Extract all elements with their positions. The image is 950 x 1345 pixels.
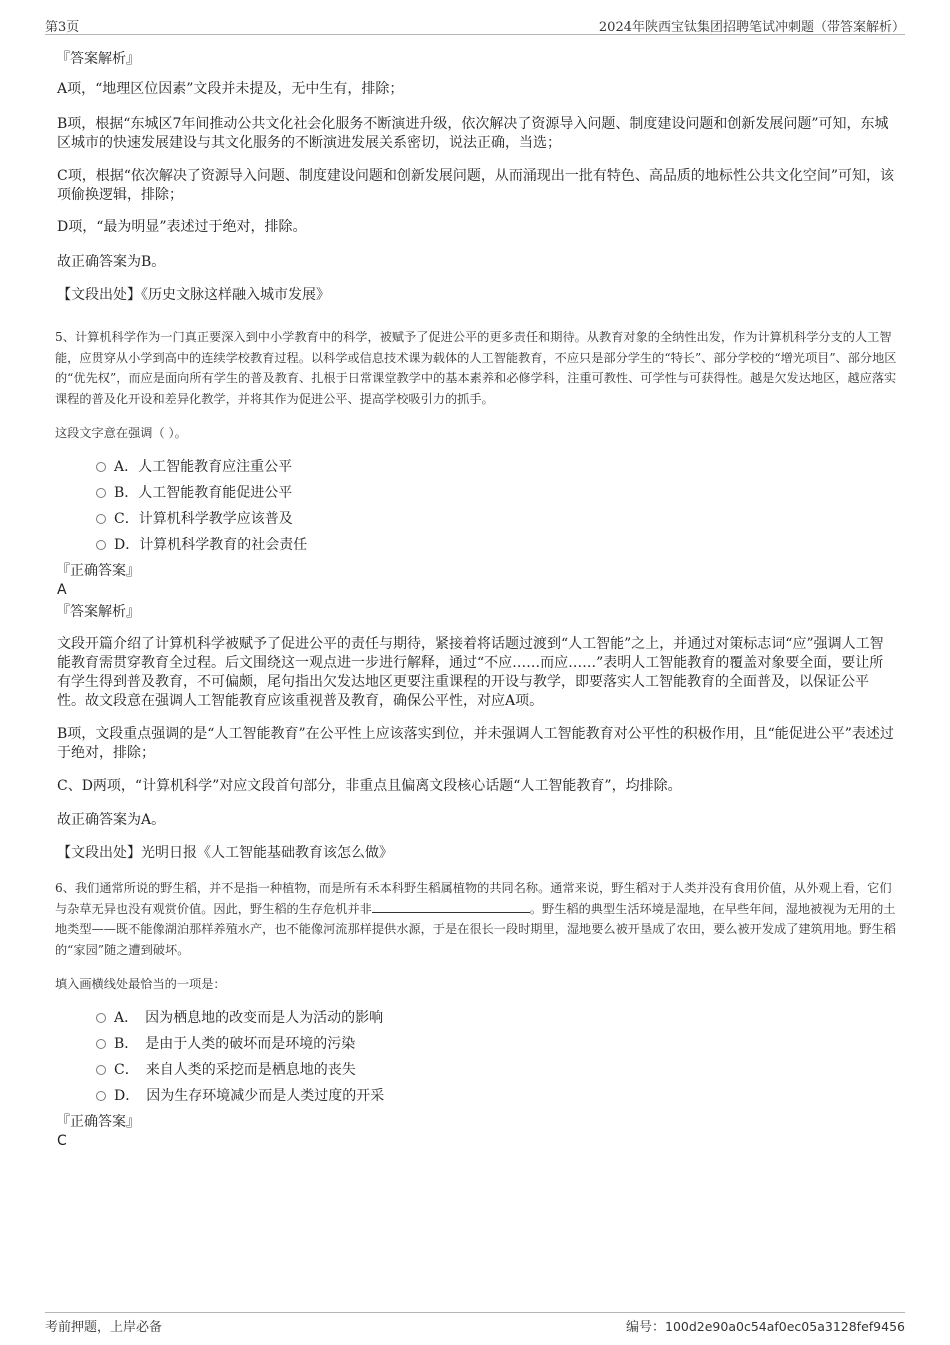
question-prompt: 填入画横线处最恰当的一项是： [55,977,226,991]
correct-answer-label: 『正确答案』 [56,1114,140,1130]
option-b[interactable]: B． 是由于人类的破坏而是环境的污染 [96,1035,355,1053]
analysis-paragraph: C、D两项，“计算机科学”对应文段首句部分，非重点且偏离文段核心话题“人工智能教育”，均排除。 [57,778,682,794]
option-c[interactable]: C． 来自人类的采挖而是栖息地的丧失 [96,1061,356,1079]
correct-answer: C [57,1133,67,1149]
option-b[interactable]: B．人工智能教育能促进公平 [96,484,292,502]
radio-icon[interactable] [96,462,106,472]
analysis-paragraph: C项，根据“依次解决了资源导入问题、制度建设问题和创新发展问题，从而涌现出一批有特色、高品质的地标性公共文化空间”可知，该项偷换逻辑，排除； [57,168,895,203]
option-d[interactable]: D．计算机科学教育的社会责任 [96,536,307,554]
analysis-label: 『答案解析』 [56,51,140,67]
page-header [45,14,905,35]
option-a[interactable]: A． 因为栖息地的改变而是人为活动的影响 [96,1009,383,1027]
footer-slogan: 考前押题，上岸必备 [45,1320,163,1335]
radio-icon[interactable] [96,488,106,498]
analysis-paragraph: B项，根据“东城区7年间推动公共文化社会化服务不断演进升级，依次解决了资源导入问题、制度建设问题和创新发展问题”可知，东城区城市的快速发展建设与其文化服务的不断演进发展关系密切，说法正确，当选； [57,116,889,151]
source-citation: 【文段出处】光明日报《人工智能基础教育该怎么做》 [57,845,393,861]
radio-icon[interactable] [96,1039,106,1049]
correct-answer: A [57,582,67,598]
analysis-label: 『答案解析』 [56,604,140,620]
radio-icon[interactable] [96,514,106,524]
radio-icon[interactable] [96,1065,106,1075]
page-number: 第3页 [45,20,80,35]
option-c[interactable]: C．计算机科学教学应该普及 [96,510,293,528]
correct-answer-label: 『正确答案』 [56,563,140,579]
radio-icon[interactable] [96,540,106,550]
analysis-paragraph: A项，“地理区位因素”文段并未提及，无中生有，排除； [57,81,404,97]
radio-icon[interactable] [96,1013,106,1023]
document-code: 编号：100d2e90a0c54af0ec05a3128fef9456 [625,1319,905,1335]
question-stem: 5、计算机科学作为一门真正要深入到中小学教育中的科学，被赋予了促进公平的更多责任和期待。从教育对象的全纳性出发，作为计算机科学分支的人工智能，应贯穿从小学到高中的连续学校教育过程。以科学或信息技术课为载体的人工智能教育，不应只是部分学生的“特长”、部分学校的“增光项目”、部分地区的“优先权”，而应是面向所有学生的普及教育、扎根于日常课堂教学中的基本素养和必修学科，注重可教性、可学性与可获得性。越是欠发达地区，越应落实课程的普及化开设和差异化教学，并将其作为促进公平、提高学校吸引力的抓手。 [55,330,897,406]
source-citation: 【文段出处】《历史文脉这样融入城市发展》 [57,287,330,303]
document-title: 2024年陕西宝钛集团招聘笔试冲刺题（带答案解析） [598,20,905,35]
option-d[interactable]: D． 因为生存环境减少而是人类过度的开采 [96,1087,384,1105]
analysis-paragraph: D项，“最为明显”表述过于绝对，排除。 [57,219,307,235]
radio-icon[interactable] [96,1091,106,1101]
analysis-paragraph: B项，文段重点强调的是“人工智能教育”在公平性上应该落实到位，并未强调人工智能教育对公平性的积极作用，且“能促进公平”表述过于绝对，排除； [57,726,894,761]
answer-conclusion: 故正确答案为A。 [57,812,166,828]
question-stem: 6、我们通常所说的野生稻，并不是指一种植物，而是所有禾本科野生稻属植物的共同名称。通常来说，野生稻对于人类并没有食用价值，从外观上看，它们与杂草无异也没有观赏价值。因此，野生稻的生存危机并非 。野生稻的典型生活环境是湿地，在早些年间，湿地被视为无用的土地类型——既不能像湖泊那样养殖水产，也不能像河流那样提供水源，于是在很长一段时期里，湿地要么被开垦成了农田，要么被开发成了建筑用地。野生稻的“家园”随之遭到破坏。 [55,881,896,957]
page-footer [45,1312,905,1335]
answer-conclusion: 故正确答案为B。 [57,254,166,270]
fill-blank [372,902,530,913]
question-prompt: 这段文字意在强调（ ）。 [55,426,187,440]
analysis-paragraph: 文段开篇介绍了计算机科学被赋予了促进公平的责任与期待，紧接着将话题过渡到“人工智能”之上，并通过对策标志词“应”强调人工智能教育需贯穿教育全过程。后文围绕这一观点进一步进行解释，通过“不应……而应……”表明人工智能教育的覆盖对象要全面，要让所有学生得到普及教育，不可偏颇，尾句指出欠发达地区更要注重课程的开设与教学，即要落实人工智能教育的全面普及，以保证公平性。故文段意在强调人工智能教育应该重视普及教育，确保公平性，对应A项。 [57,636,884,709]
option-a[interactable]: A．人工智能教育应注重公平 [96,458,292,476]
